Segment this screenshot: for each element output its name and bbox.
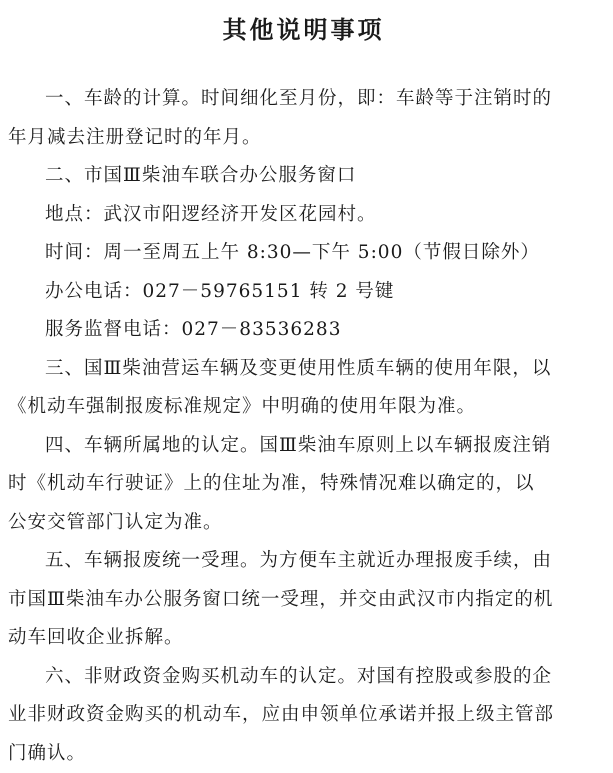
paragraph-line: 《机动车强制报废标准规定》中明确的使用年限为准。 <box>8 388 599 427</box>
paragraph-line: 办公电话：027－59765151 转 2 号键 <box>8 273 599 312</box>
paragraph-line: 一、车龄的计算。时间细化至月份，即：车龄等于注销时的 <box>8 80 599 119</box>
paragraph-line: 时《机动车行驶证》上的住址为准，特殊情况难以确定的，以 <box>8 465 599 504</box>
paragraph-line: 六、非财政资金购买机动车的认定。对国有控股或参股的企 <box>8 658 599 697</box>
paragraph-supervision-phone <box>8 311 599 350</box>
paragraph-2-service-window <box>8 157 599 196</box>
paragraph-line: 服务监督电话：027－83536283 <box>8 311 599 350</box>
paragraph-hours <box>8 234 599 273</box>
paragraph-line: 门确认。 <box>8 735 599 773</box>
paragraph-line: 二、市国Ⅲ柴油车联合办公服务窗口 <box>8 157 599 196</box>
paragraph-line: 地点：武汉市阳逻经济开发区花园村。 <box>8 196 599 235</box>
paragraph-line: 公安交管部门认定为准。 <box>8 504 599 543</box>
paragraph-line: 市国Ⅲ柴油车办公服务窗口统一受理，并交由武汉市内指定的机 <box>8 581 599 620</box>
paragraph-line: 四、车辆所属地的认定。国Ⅲ柴油车原则上以车辆报废注销 <box>8 427 599 466</box>
paragraph-office-phone <box>8 273 599 312</box>
paragraph-1-vehicle-age <box>8 80 599 157</box>
document-body <box>8 80 599 773</box>
paragraph-3-service-life <box>8 350 599 427</box>
paragraph-line: 时间：周一至周五上午 8:30—下午 5:00（节假日除外） <box>8 234 599 273</box>
paragraph-line: 动车回收企业拆解。 <box>8 619 599 658</box>
paragraph-line: 三、国Ⅲ柴油营运车辆及变更使用性质车辆的使用年限，以 <box>8 350 599 389</box>
paragraph-line: 业非财政资金购买的机动车，应由申领单位承诺并报上级主管部 <box>8 696 599 735</box>
document-title: 其他说明事项 <box>8 0 599 50</box>
paragraph-6-non-fiscal-funds <box>8 658 599 773</box>
paragraph-4-vehicle-location <box>8 427 599 543</box>
paragraph-line: 年月减去注册登记时的年月。 <box>8 119 599 158</box>
paragraph-5-unified-acceptance <box>8 542 599 658</box>
paragraph-line: 五、车辆报废统一受理。为方便车主就近办理报废手续，由 <box>8 542 599 581</box>
paragraph-location <box>8 196 599 235</box>
